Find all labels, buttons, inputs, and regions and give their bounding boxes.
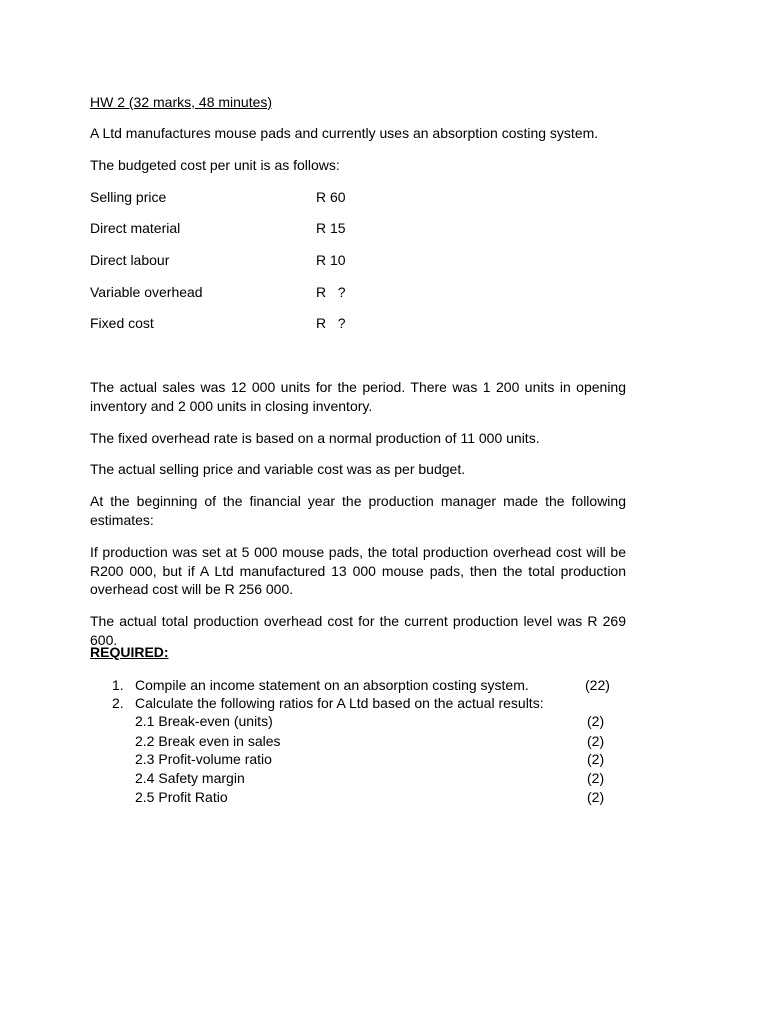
question-number: 2. [112,695,124,711]
cost-label: Direct material [90,220,181,236]
estimates-paragraph: At the beginning of the financial year the production manager made the following estimates: [90,493,626,528]
question-marks: (22) [585,677,610,693]
sub-question-text: 2.3 Profit-volume ratio [135,751,272,767]
assignment-title: HW 2 (32 marks, 48 minutes) [90,94,273,110]
question-2 [112,694,612,712]
cost-value: R ? [316,315,346,331]
selling-price-paragraph: The actual selling price and variable cost was as per budget. [90,461,466,477]
sub-question-2-4 [135,769,615,787]
cost-label: Selling price [90,189,167,205]
question-number: 1. [112,677,124,693]
question-text: Calculate the following ratios for A Ltd based on the actual results: [135,695,544,711]
sub-question-marks: (2) [587,751,605,767]
sub-question-marks: (2) [587,789,605,805]
sub-question-2-3 [135,750,615,768]
sub-question-2-5 [135,788,615,806]
question-text: Compile an income statement on an absorption costing system. [135,677,529,693]
budget-intro-paragraph: The budgeted cost per unit is as follows: [90,157,340,173]
sub-question-2-1 [135,712,615,730]
fixed-overhead-paragraph: The fixed overhead rate is based on a normal production of 11 000 units. [90,430,540,446]
question-1 [112,676,612,694]
sub-question-marks: (2) [587,713,605,729]
cost-label: Direct labour [90,252,170,268]
cost-label: Variable overhead [90,284,203,300]
sub-question-text: 2.2 Break even in sales [135,733,281,749]
sub-question-marks: (2) [587,770,605,786]
cost-value: R 60 [316,189,346,205]
sub-question-2-2 [135,732,615,750]
cost-label: Fixed cost [90,315,154,331]
production-overhead-paragraph: If production was set at 5 000 mouse pads, the total production overhead cost will be R200 000, but if A Ltd manufactured 13 000 mouse pads, then the total production overhead cost will be R 256 000. [90,544,626,598]
cost-value: R 10 [316,252,346,268]
sub-question-text: 2.5 Profit Ratio [135,789,228,805]
actual-overhead-paragraph: The actual total production overhead cost for the current production level was R 269 600. [90,613,626,648]
cost-value: R ? [316,284,346,300]
sub-question-marks: (2) [587,733,605,749]
cost-value: R 15 [316,220,346,236]
sub-question-text: 2.1 Break-even (units) [135,713,273,729]
sales-paragraph: The actual sales was 12 000 units for the period. There was 1 200 units in opening inventory and 2 000 units in closing inventory. [90,379,626,414]
required-heading: REQUIRED: [90,644,169,660]
intro-paragraph: A Ltd manufactures mouse pads and currently uses an absorption costing system. [90,125,599,141]
sub-question-text: 2.4 Safety margin [135,770,245,786]
